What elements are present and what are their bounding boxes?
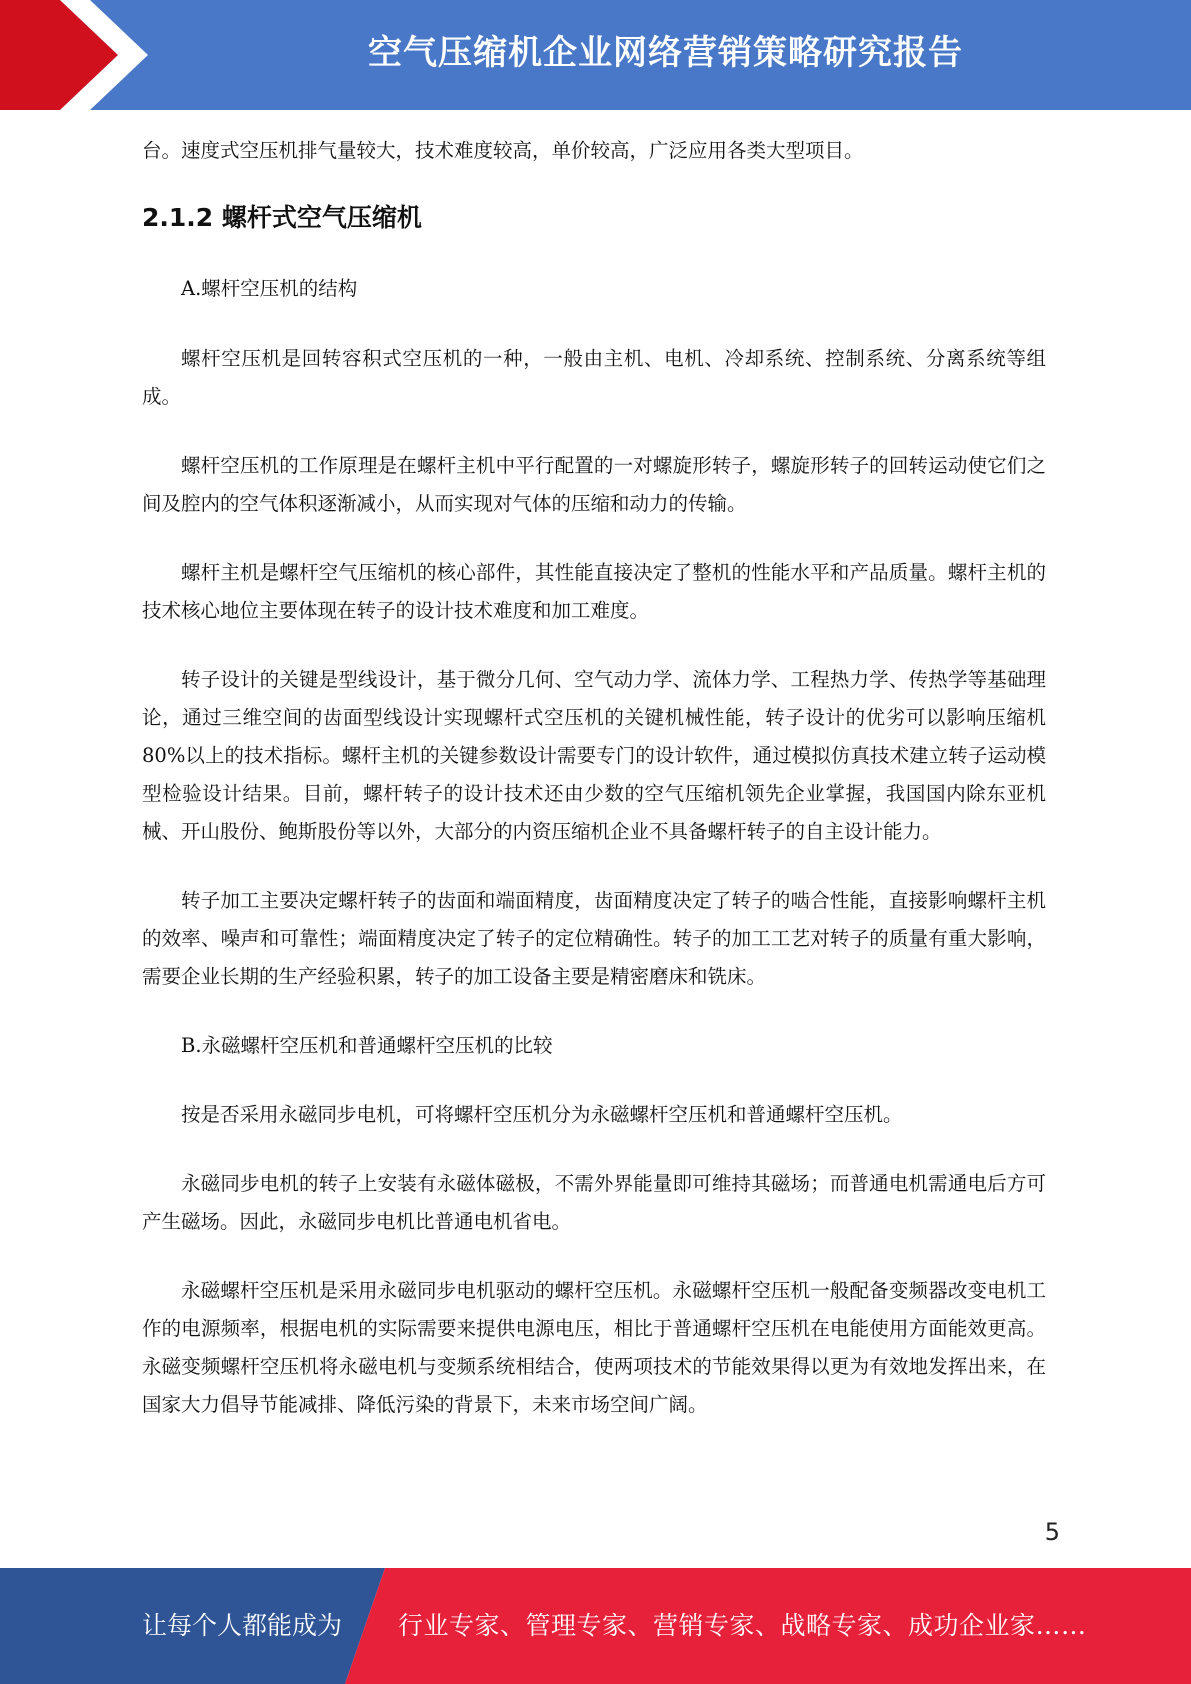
- paragraph-5: 转子加工主要决定螺杆转子的齿面和端面精度，齿面精度决定了转子的啮合性能，直接影响螺杆主机的效率、噪声和可靠性；端面精度决定了转子的定位精确性。转子的加工工艺对转子的质量有重大影响，需要企业长期的生产经验积累，转子的加工设备主要是精密磨床和铣床。: [142, 889, 1046, 988]
- paragraph-2: 螺杆空压机的工作原理是在螺杆主机中平行配置的一对螺旋形转子，螺旋形转子的回转运动使它们之间及腔内的空气体积逐渐减小，从而实现对气体的压缩和动力的传输。: [142, 454, 1046, 515]
- paragraph-1: 螺杆空压机是回转容积式空压机的一种，一般由主机、电机、冷却系统、控制系统、分离系统等组成。: [142, 347, 1046, 408]
- footer-slogan-right: 行业专家、管理专家、营销专家、战略专家、成功企业家……: [398, 1611, 1087, 1640]
- paragraph-7: 永磁同步电机的转子上安装有永磁体磁极，不需外界能量即可维持其磁场；而普通电机需通电后方可产生磁场。因此，永磁同步电机比普通电机省电。: [142, 1172, 1046, 1233]
- page-content: [142, 132, 1046, 1424]
- page-number: 5: [1044, 1518, 1060, 1546]
- subheading-a: A.螺杆空压机的结构: [181, 277, 358, 300]
- paragraph-6: 按是否采用永磁同步电机，可将螺杆空压机分为永磁螺杆空压机和普通螺杆空压机。: [181, 1103, 903, 1126]
- subheading-b: B.永磁螺杆空压机和普通螺杆空压机的比较: [181, 1034, 553, 1057]
- paragraph-4: 转子设计的关键是型线设计，基于微分几何、空气动力学、流体力学、工程热力学、传热学等基础理论，通过三维空间的齿面型线设计实现螺杆式空压机的关键机械性能，转子设计的优劣可以影响压缩机 80%以上的技术指标。螺杆主机的关键参数设计需要专门的设计软件，通过模拟仿真技术建立转子运动模型检验设计结果。目前，螺杆转子的设计技术还由少数的空气压缩机领先企业掌握，我国国内除东亚机械、开山股份、鲍斯股份等以外，大部分的内资压缩机企业不具备螺杆转子的自主设计能力。: [142, 668, 1046, 843]
- paragraph-3: 螺杆主机是螺杆空气压缩机的核心部件，其性能直接决定了整机的性能水平和产品质量。螺杆主机的技术核心地位主要体现在转子的设计技术难度和加工难度。: [142, 561, 1046, 622]
- report-title: 空气压缩机企业网络营销策略研究报告: [368, 33, 963, 73]
- section-heading: 2.1.2 螺杆式空气压缩机: [142, 203, 422, 232]
- footer-slogan-left: 让每个人都能成为: [142, 1611, 343, 1640]
- paragraph-8: 永磁螺杆空压机是采用永磁同步电机驱动的螺杆空压机。永磁螺杆空压机一般配备变频器改变电机工作的电源频率，根据电机的实际需要来提供电源电压，相比于普通螺杆空压机在电能使用方面能效更高。永磁变频螺杆空压机将永磁电机与变频系统相结合，使两项技术的节能效果得以更为有效地发挥出来，在国家大力倡导节能减排、降低污染的背景下，未来市场空间广阔。: [142, 1279, 1046, 1416]
- page-header: [0, 0, 1191, 110]
- paragraph-continuation: 台。速度式空压机排气量较大，技术难度较高，单价较高，广泛应用各类大型项目。: [142, 139, 864, 162]
- page-footer: [0, 1568, 1191, 1684]
